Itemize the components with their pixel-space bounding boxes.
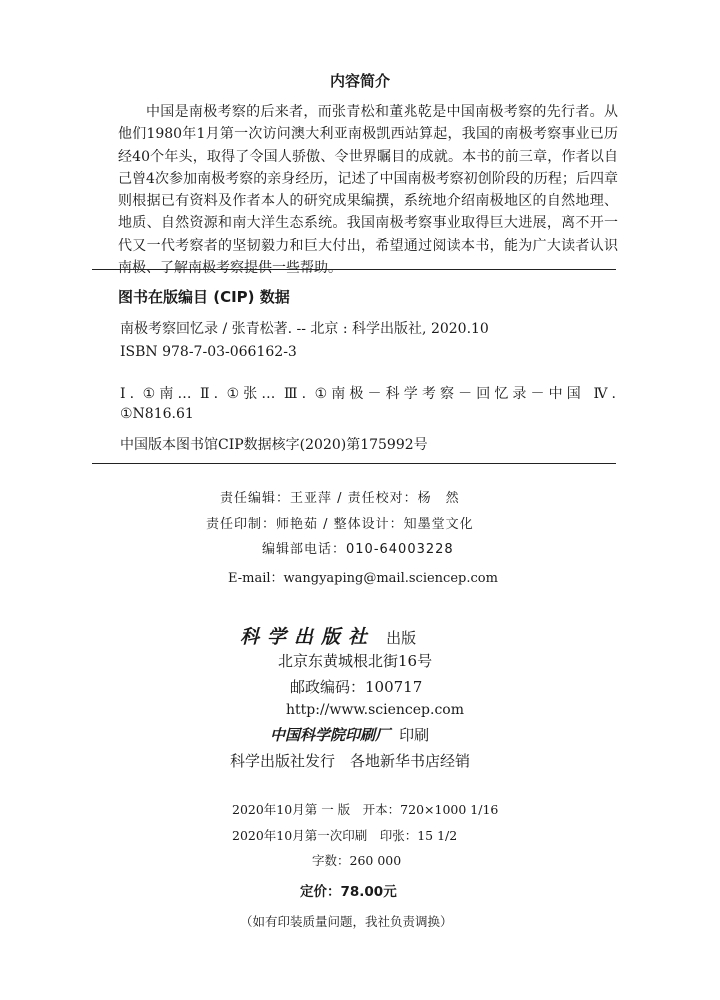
staff-production-design: 责任印制：师艳茹 / 整体设计：知墨堂文化 [206, 517, 474, 532]
staff-phone: 编辑部电话：010-64003228 [262, 542, 454, 557]
quality-note: （如有印装质量问题，我社负责调换） [240, 914, 453, 929]
printer-suffix: 印刷 [399, 726, 430, 744]
publisher-postcode: 邮政编码：100717 [290, 678, 423, 696]
cip-classification [120, 384, 616, 424]
printer-name: 中国科学院印刷厂 [270, 726, 391, 744]
edition-line: 2020年10月第 一 版 开本：720×1000 1/16 [232, 802, 499, 817]
publisher-line [240, 622, 416, 649]
word-count: 字数：260 000 [312, 853, 402, 868]
publisher-address: 北京东黄城根北街16号 [278, 652, 433, 670]
intro-title: 内容简介 [329, 72, 390, 90]
printing-line: 2020年10月第一次印刷 印张：15 1/2 [232, 828, 458, 843]
publisher-url: http://www.sciencep.com [286, 702, 465, 718]
cip-record: 南极考察回忆录 / 张青松著. -- 北京 : 科学出版社, 2020.10 [120, 321, 489, 337]
intro-paragraph: 中国是南极考察的后来者，而张青松和董兆乾是中国南极考察的先行者。从他们1980年1月第一次访问澳大利亚南极凯西站算起，我国的南极考察事业已历经40个年头，取得了令国人骄傲、令世界瞩目的成就。本书的前三章，作者以自己曾4次参加南极考察的亲身经历，记述了中国南极考察初创阶段的历程；后四章则根据已有资料及作者本人的研究成果编撰，系统地介绍南极地区的自然地理、地质、自然资源和南大洋生态系统。我国南极考察事业取得巨大进展，离不开一代又一代考察者的坚韧毅力和巨大付出，希望通过阅读本书，能为广大读者认识南极、了解南极考察提供一些帮助。 [118, 104, 618, 277]
cip-heading: 图书在版编目 (CIP) 数据 [118, 288, 290, 306]
cip-approval: 中国版本图书馆CIP数据核字(2020)第175992号 [120, 437, 428, 453]
staff-email: E-mail：wangyaping@mail.sciencep.com [228, 571, 498, 586]
cip-classification-line1: Ⅰ. ①南… Ⅱ. ①张… Ⅲ. ①南极－科学考察－回忆录－中国 Ⅳ. [120, 386, 616, 402]
publisher-suffix: 出版 [386, 629, 417, 647]
intro-text-block [118, 101, 618, 279]
divider-bottom [92, 463, 616, 464]
cip-isbn: ISBN 978-7-03-066162-3 [120, 344, 297, 360]
price: 定价：78.00元 [300, 884, 397, 900]
publisher-name: 科学出版社 [240, 626, 376, 648]
printer-line [270, 724, 429, 745]
divider-top [92, 269, 616, 270]
cip-classification-line2: ①N816.61 [120, 406, 194, 422]
distribution-line: 科学出版社发行 各地新华书店经销 [230, 752, 471, 770]
staff-editor-proofreader: 责任编辑：王亚萍 / 责任校对：杨 然 [220, 491, 460, 506]
